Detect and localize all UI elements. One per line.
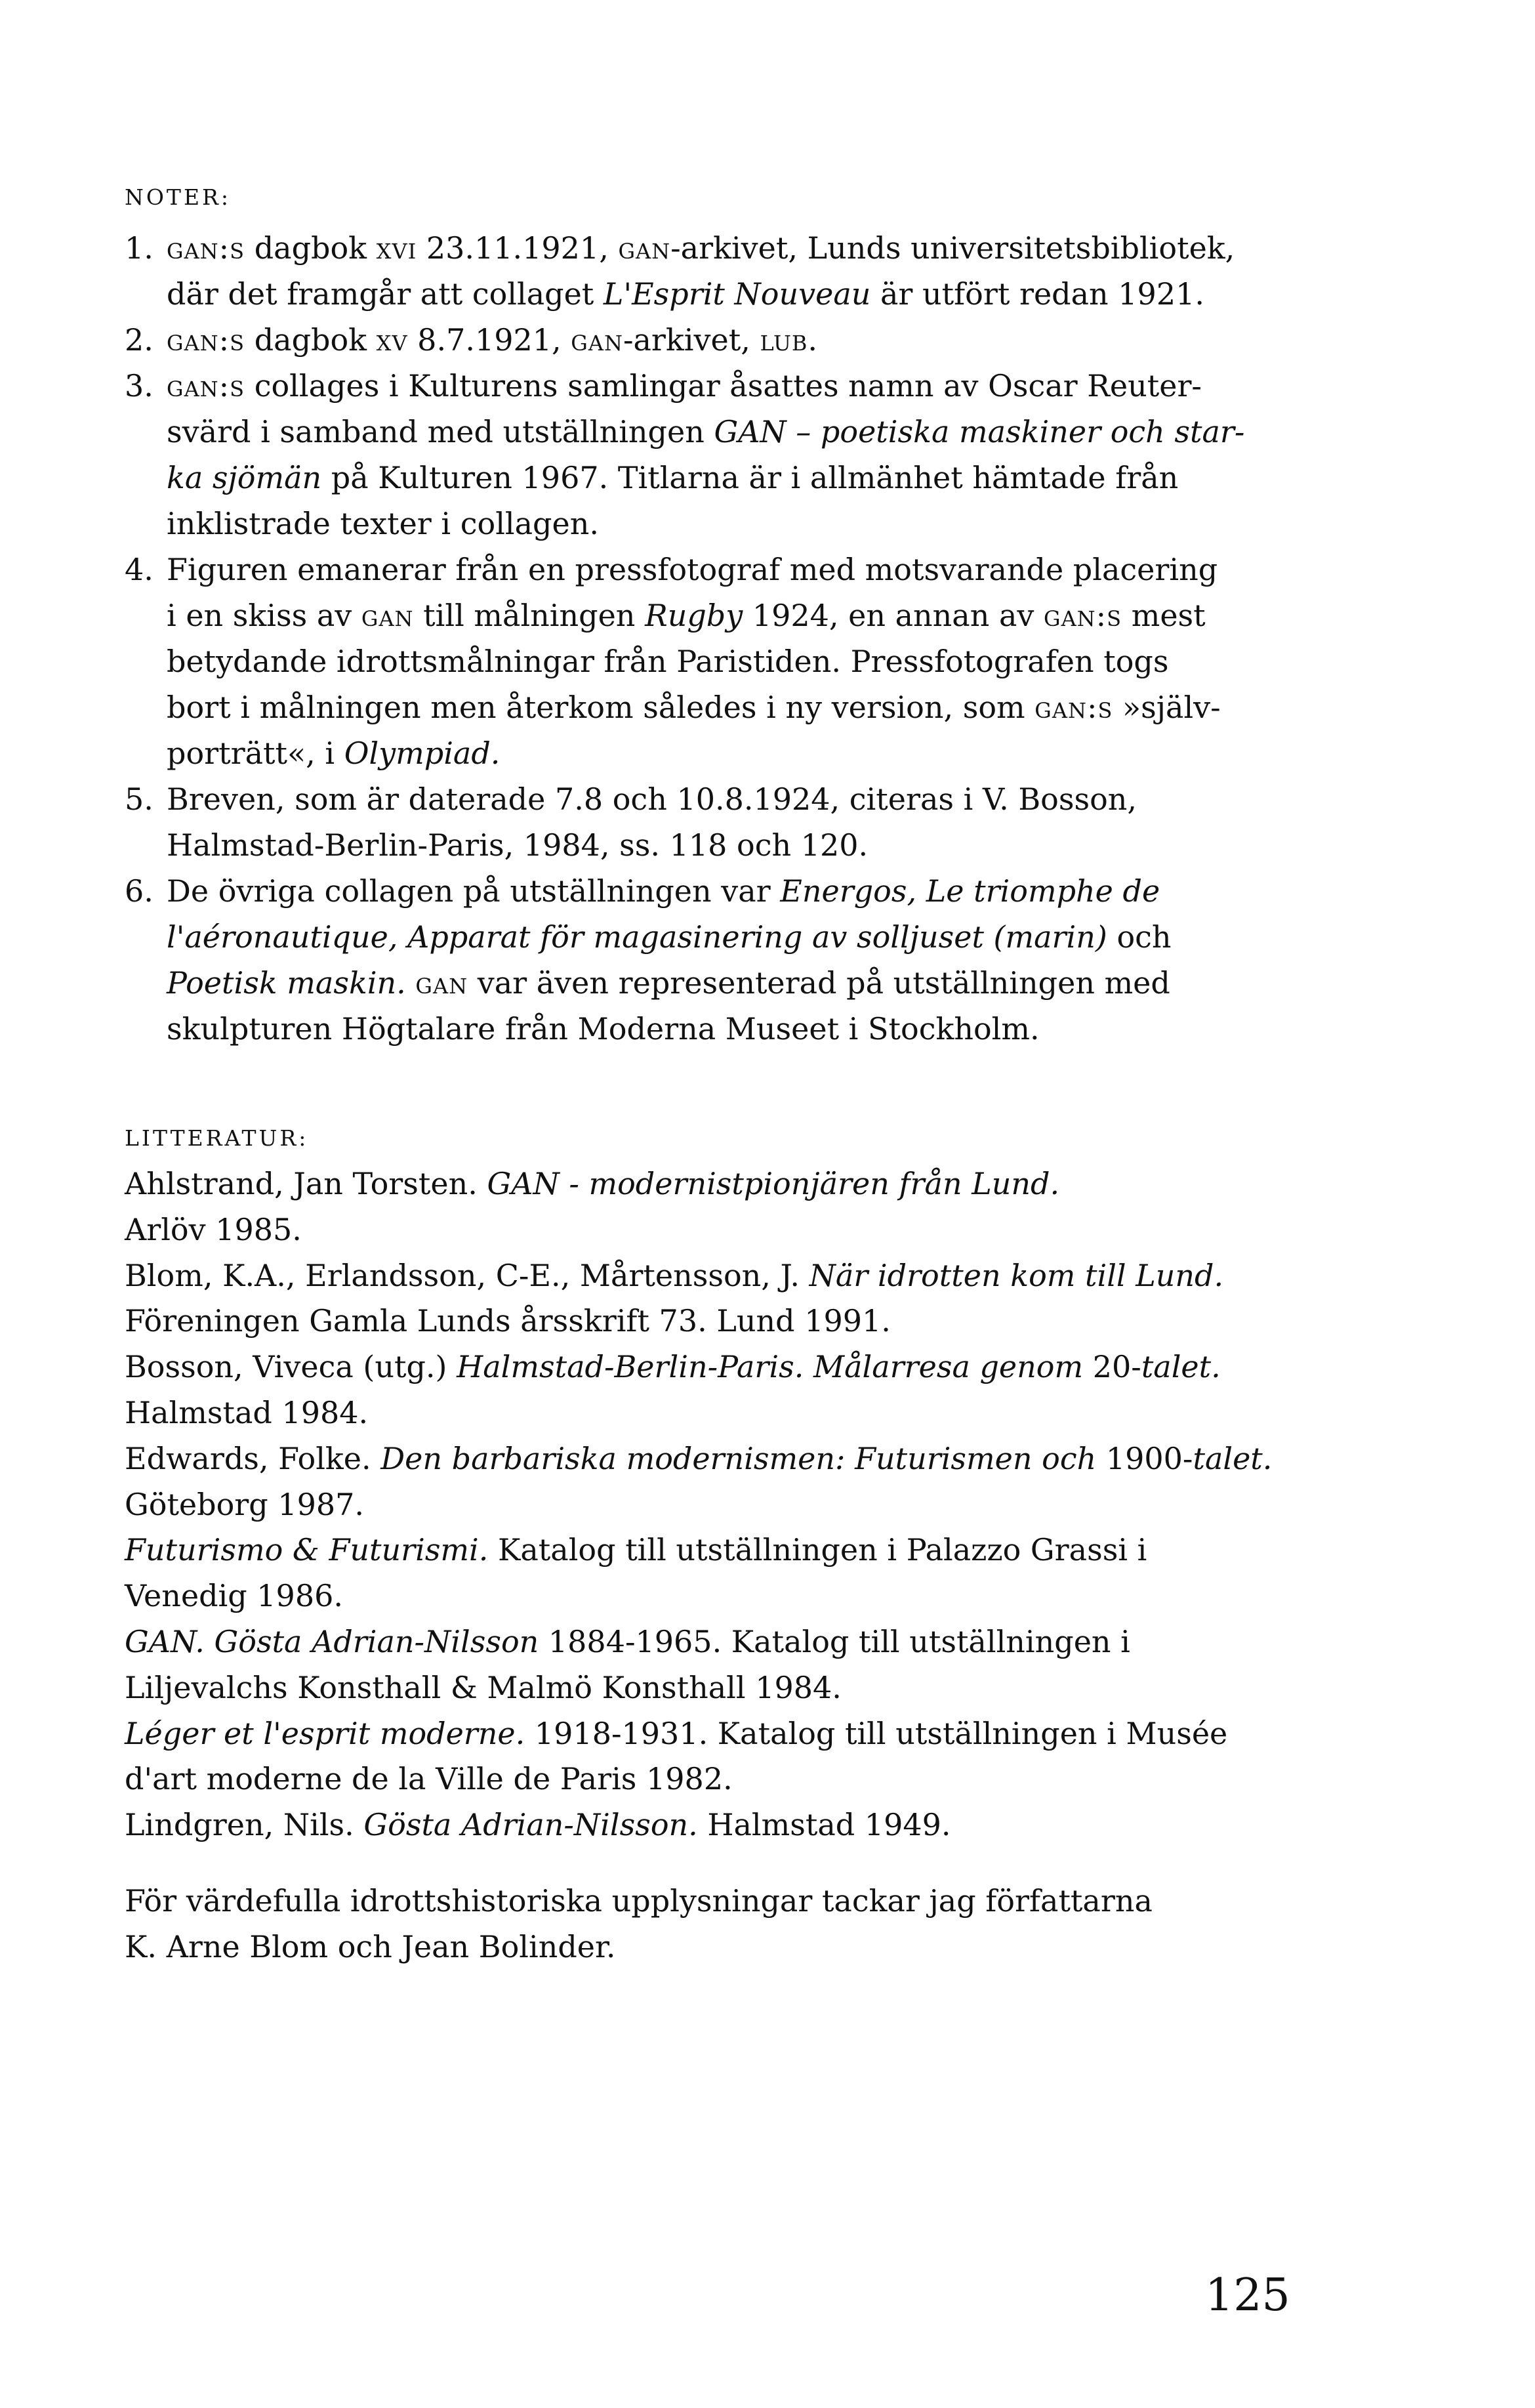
text-run: var även representerad på utställningen med: [468, 965, 1170, 1001]
small-caps-text: xv: [376, 322, 408, 358]
italic-text: ka sjömän: [167, 460, 322, 495]
italic-text: Energos, Le triomphe de: [780, 873, 1160, 909]
text-run: Liljevalchs Konsthall & Malmö Konsthall 1984.: [125, 1669, 842, 1705]
text-run: på Kulturen 1967. Titlarna är i allmänhet hämtade från: [321, 460, 1179, 495]
acknowledgement-line: K. Arne Blom och Jean Bolinder.: [125, 1929, 616, 1964]
italic-text: GAN - modernistpionjären från Lund.: [487, 1166, 1060, 1201]
text-run: i en skiss av: [167, 598, 361, 633]
text-run: Venedig 1986.: [125, 1578, 343, 1614]
text-run: Ahlstrand, Jan Torsten.: [125, 1166, 487, 1201]
italic-text: Poetisk maskin.: [167, 965, 406, 1001]
text-run: Halmstad 1949.: [697, 1807, 951, 1843]
small-caps-text: gan:s: [167, 368, 245, 404]
literature-line: [125, 1161, 1299, 1207]
text-run: 8.7.1921,: [407, 322, 571, 358]
note-number: 3.: [125, 368, 154, 404]
note-line: [167, 225, 1299, 271]
literature-line: [125, 1711, 1299, 1757]
text-run: 20-: [1083, 1349, 1141, 1385]
text-run: Göteborg 1987.: [125, 1486, 365, 1522]
small-caps-text: gan: [571, 322, 623, 358]
note-line: [167, 776, 1299, 822]
text-run: Föreningen Gamla Lunds årsskrift 73. Lund 1991.: [125, 1303, 891, 1339]
note-line: [167, 455, 1299, 501]
italic-text: GAN. Gösta Adrian-Nilsson: [125, 1623, 539, 1659]
text-run: betydande idrottsmålningar från Paristiden. Pressfotografen togs: [167, 644, 1169, 679]
italic-text: talet.: [1141, 1349, 1221, 1385]
note-number: 1.: [125, 230, 154, 266]
literature-line: [125, 1573, 1299, 1619]
text-run: skulpturen Högtalare från Moderna Museet i Stockholm.: [167, 1011, 1040, 1047]
literature-line: [125, 1390, 1299, 1436]
small-caps-text: gan: [618, 230, 671, 266]
italic-text: Olympiad.: [344, 736, 501, 771]
text-run: 1900-: [1096, 1440, 1193, 1476]
italic-text: Rugby: [645, 598, 743, 633]
note-line: [167, 638, 1299, 684]
small-caps-text: lub.: [760, 322, 819, 358]
literature-line: [125, 1436, 1299, 1482]
small-caps-text: gan: [415, 965, 468, 1001]
text-run: Halmstad 1984.: [125, 1394, 369, 1430]
italic-text: talet.: [1193, 1440, 1273, 1476]
italic-text: Den barbariska modernismen: Futurismen och: [380, 1440, 1097, 1476]
text-run: Edwards, Folke.: [125, 1440, 381, 1476]
text-run: 23.11.1921,: [417, 230, 619, 266]
small-caps-text: gan:s: [1044, 598, 1122, 633]
small-caps-text: gan:s: [1034, 690, 1113, 725]
note-line: [167, 730, 1299, 776]
small-caps-text: gan:s: [167, 322, 245, 358]
note-item: [125, 868, 1299, 1052]
text-run: -arkivet, Lunds universitetsbibliotek,: [670, 230, 1235, 266]
literature-line: [125, 1344, 1299, 1390]
italic-text: Futurismo & Futurismi.: [125, 1532, 489, 1568]
literature-heading: LITTERATUR:: [125, 1125, 309, 1151]
note-line: [167, 501, 1299, 547]
acknowledgement-line: För värdefulla idrottshistoriska upplysningar tackar jag författarna: [125, 1883, 1153, 1919]
literature-line: [125, 1253, 1299, 1299]
literature-line: [125, 1482, 1299, 1528]
text-run: dagbok: [245, 322, 377, 358]
text-run: 1924, en annan av: [743, 598, 1044, 633]
text-run: collages i Kulturens samlingar åsattes namn av Oscar Reuter-: [245, 368, 1202, 404]
literature-line: [125, 1802, 1299, 1848]
note-line: [167, 317, 1299, 363]
text-run: inklistrade texter i collagen.: [167, 506, 599, 541]
note-number: 5.: [125, 781, 154, 817]
page-number: 125: [1205, 2270, 1290, 2321]
text-run: Katalog till utställningen i Palazzo Grassi i: [488, 1532, 1147, 1568]
note-line: [167, 960, 1299, 1006]
note-line: [167, 409, 1299, 455]
note-line: [167, 914, 1299, 960]
note-line: [167, 271, 1299, 317]
text-run: 1918-1931. Katalog till utställningen i Musée: [525, 1715, 1228, 1751]
italic-text: När idrotten kom till Lund.: [809, 1257, 1224, 1293]
note-line: [167, 822, 1299, 868]
text-run: Arlöv 1985.: [125, 1211, 302, 1247]
note-number: 2.: [125, 322, 154, 358]
literature-line: [125, 1298, 1299, 1344]
text-run: är utfört redan 1921.: [870, 276, 1204, 312]
text-run: där det framgår att collaget: [167, 276, 604, 312]
text-run: 1884-1965. Katalog till utställningen i: [539, 1623, 1130, 1659]
italic-text: Halmstad-Berlin-Paris. Målarresa genom: [457, 1349, 1084, 1385]
note-line: [167, 1006, 1299, 1052]
text-run: dagbok: [245, 230, 377, 266]
text-run: Figuren emanerar från en pressfotograf med motsvarande placering: [167, 552, 1218, 587]
small-caps-text: xvi: [376, 230, 417, 266]
literature-list: [125, 1161, 1299, 1848]
text-run: mest: [1122, 598, 1206, 633]
text-run: Breven, som är daterade 7.8 och 10.8.1924, citeras i V. Bosson,: [167, 781, 1137, 817]
text-run: bort i målningen men återkom således i ny version, som: [167, 690, 1035, 725]
note-line: [167, 592, 1299, 638]
note-item: [125, 363, 1299, 547]
text-run: De övriga collagen på utställningen var: [167, 873, 781, 909]
text-run: d'art moderne de la Ville de Paris 1982.: [125, 1761, 733, 1797]
text-run: till målningen: [413, 598, 645, 633]
text-run: porträtt«, i: [167, 736, 344, 771]
small-caps-text: gan: [361, 598, 414, 633]
italic-text: Gösta Adrian-Nilsson.: [363, 1807, 698, 1843]
literature-line: [125, 1619, 1299, 1665]
italic-text: l'aéronautique, Apparat för magasinering av solljuset (marin): [167, 919, 1107, 955]
text-run: och: [1107, 919, 1172, 955]
note-number: 4.: [125, 552, 154, 587]
text-run: [406, 965, 416, 1001]
note-number: 6.: [125, 873, 154, 909]
acknowledgement: [125, 1878, 1299, 1970]
italic-text: L'Esprit Nouveau: [603, 276, 871, 312]
literature-line: [125, 1665, 1299, 1711]
note-line: [167, 868, 1299, 914]
text-run: Lindgren, Nils.: [125, 1807, 364, 1843]
notes-heading: NOTER:: [125, 184, 231, 210]
text-run: Blom, K.A., Erlandsson, C-E., Mårtensson, J.: [125, 1257, 809, 1293]
text-run: svärd i samband med utställningen: [167, 414, 714, 449]
literature-line: [125, 1527, 1299, 1573]
text-run: Halmstad-Berlin-Paris, 1984, ss. 118 och 120.: [167, 827, 869, 863]
text-run: -arkivet,: [623, 322, 760, 358]
text-run: »själv-: [1113, 690, 1221, 725]
note-item: [125, 547, 1299, 776]
italic-text: GAN – poetiska maskiner och star-: [714, 414, 1245, 449]
note-item: [125, 776, 1299, 868]
notes-list: [125, 225, 1299, 1052]
note-item: [125, 225, 1299, 317]
text-run: Bosson, Viveca (utg.): [125, 1349, 457, 1385]
italic-text: Léger et l'esprit moderne.: [125, 1715, 525, 1751]
note-line: [167, 547, 1299, 592]
small-caps-text: gan:s: [167, 230, 245, 266]
note-line: [167, 684, 1299, 730]
note-line: [167, 363, 1299, 409]
literature-line: [125, 1207, 1299, 1253]
note-item: [125, 317, 1299, 363]
literature-line: [125, 1756, 1299, 1802]
